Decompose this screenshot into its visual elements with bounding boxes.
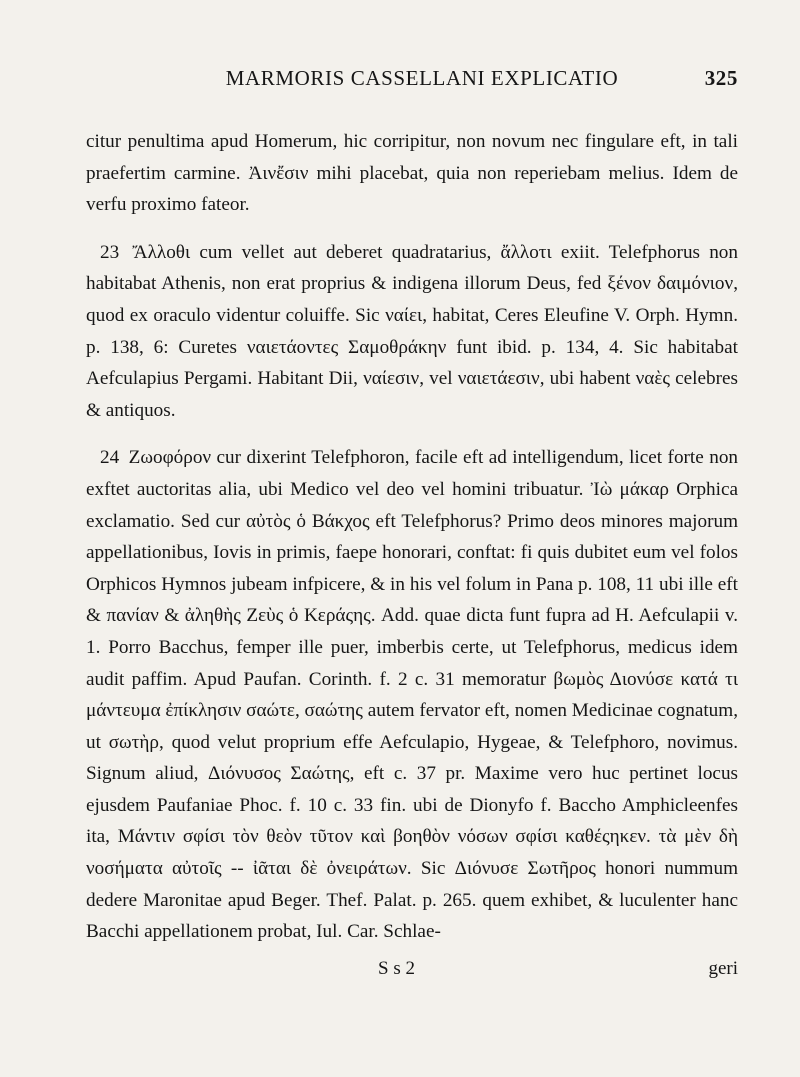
paragraph-text: Ἄλλοθι cum vellet aut deberet quadratarius, ἄλλοτι exiit. Telefphorus non habitabat Athenis, non erat proprius & indigena illorum Deus, fed ξένον δαιμόνιον, quod ex oraculo videntur coluiffe. Sic ναίει, habitat, Ceres Eleufine V. Orph. Hymn. p. 138, 6: Curetes ναιετάοντες Σαμοθράκην funt ibid. p. 134, 4. Sic habitabat Aefculapius Pergami. Habitant Dii, ναίεσιν, vel ναιετάεσιν, ubi habent ναὲς celebres & antiquos.	[86, 241, 738, 421]
running-head	[86, 66, 738, 102]
paragraph-number: 23	[100, 241, 120, 263]
paragraph-continuation	[86, 126, 738, 221]
paragraph-24	[86, 442, 738, 948]
paragraph-number: 24	[100, 447, 120, 469]
signature-mark: S s 2	[378, 957, 415, 979]
catchword: geri	[708, 957, 738, 979]
paragraph-text: citur penultima apud Homerum, hic corripitur, non novum nec fingulare eft, in tali praefertim carmine. Ἀινἔσιν mihi placebat, quia non reperiebam melius. Idem de verfu proximo fateor.	[86, 131, 738, 216]
paragraph-23	[86, 237, 738, 427]
page-number: 325	[704, 66, 738, 90]
running-title: MARMORIS CASSELLANI EXPLICATIO	[225, 66, 619, 90]
body-text	[86, 126, 738, 948]
paragraph-text: Ζωοφόρον cur dixerint Telefphoron, facile eft ad intelligendum, licet forte non exftet auctoritas alia, ubi Medico vel deo vel homini tribuatur. Ἰὼ μάκαρ Orphica exclamatio. Sed cur αὐτὸς ὁ Βάκχος eft Telefphorus? Primo deos minores majorum appellationibus, Iovis in primis, faepe honorari, conftat: fi quis dubitet eum vel folos Orphicos Hymnos jubeam infpicere, & in his vel folum in Pana p. 108, 11 ubi ille eft & πανίαν & ἀληθὴς Ζεὺς ὁ Κεράςης. Add. quae dicta funt fupra ad H. Aefculapii v. 1. Porro Bacchus, femper ille puer, imberbis certe, ut Telefphorus, medicus idem audit paffim. Apud Paufan. Corinth. f. 2 c. 31 memoratur βωμὸς Διονύσε κατά τι μάντευμα ἐπίκλησιν σαώτε, σαώτης autem fervator eft, nomen Medicinae cognatum, ut σωτὴρ, quod velut proprium effe Aefculapio, Hygeae, & Telefphoro, novimus. Signum aliud, Διόνυσος Σαώτης, eft c. 37 pr. Maxime vero huc pertinet locus ejusdem Paufaniae Phoc. f. 10 c. 33 fin. ubi de Dionyfo f. Baccho Amphicleenfes ita, Μάντιν σφίσι τὸν θεὸν τῦτον καὶ βοηθὸν νόσων σφίσι καθέςηκεν. τὰ μὲν δὴ νοσήματα αὐτοῖς -- ἰᾶται δὲ ὀνειράτων. Sic Διόνυσε Σωτῆρος honori nummum dedere Maronitae apud Beger. Thef. Palat. p. 265. quem exhibet, & luculenter hanc Bacchi appellationem probat, Iul. Car. Schlae-	[86, 447, 739, 943]
page-foot	[86, 958, 738, 988]
